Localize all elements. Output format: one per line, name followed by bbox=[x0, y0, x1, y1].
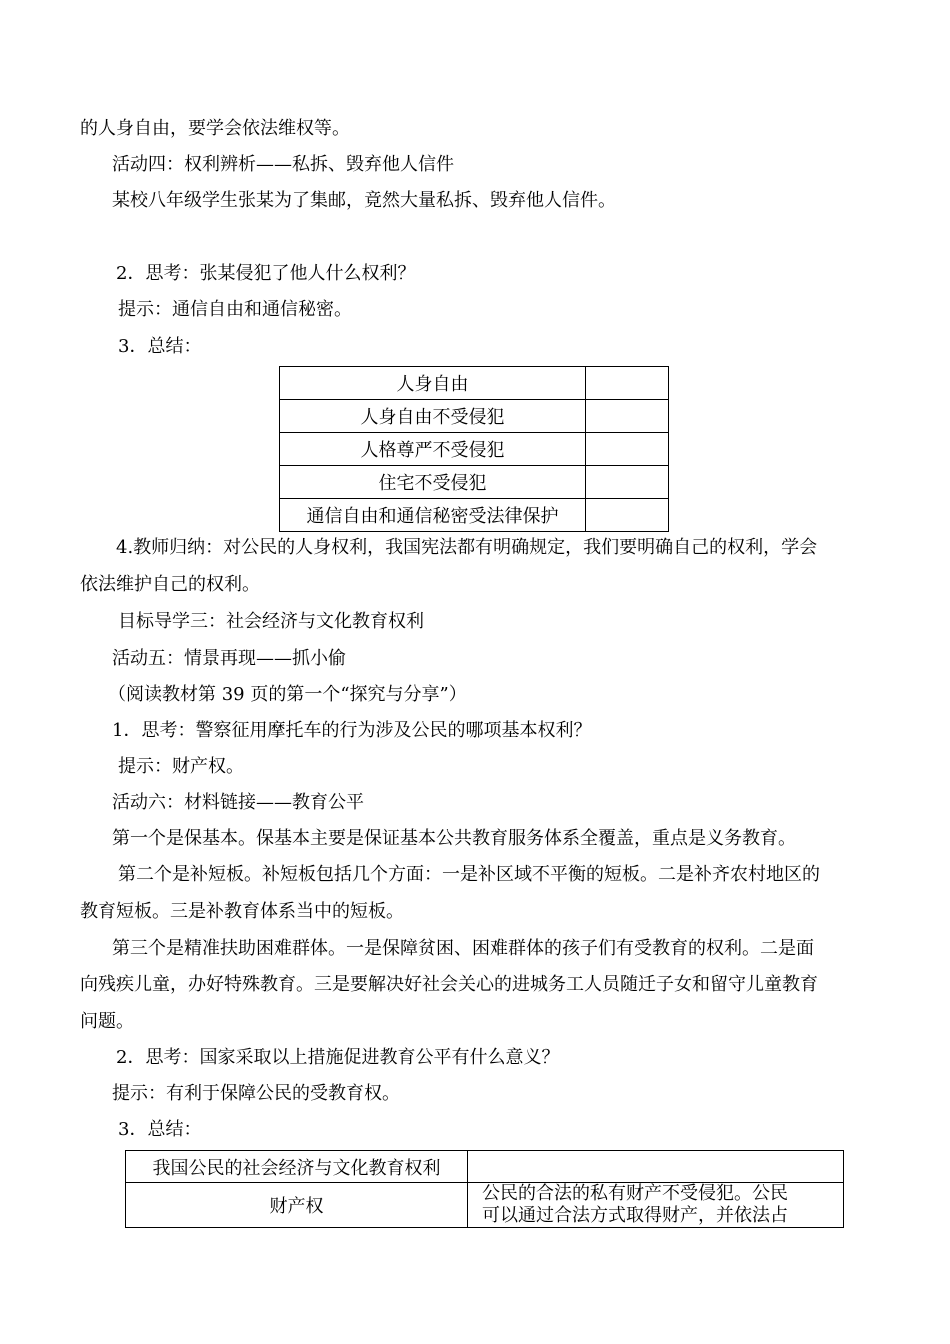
activity-five-heading: 活动五：情景再现——抓小偷 bbox=[112, 648, 346, 669]
question-line: 2．思考：国家采取以上措施促进教育公平有什么意义？ bbox=[116, 1047, 560, 1068]
paragraph-line: 教育短板。三是补教育体系当中的短板。 bbox=[80, 901, 404, 922]
table-cell: 住宅不受侵犯 bbox=[280, 466, 586, 499]
paragraph-line: 第三个是精准扶助困难群体。一是保障贫困、困难群体的孩子们有受教育的权利。二是面 bbox=[112, 938, 814, 959]
activity-four-heading: 活动四：权利辨析——私拆、毁弃他人信件 bbox=[112, 154, 454, 175]
table-row bbox=[280, 466, 669, 499]
paragraph-line: （阅读教材第 39 页的第一个“探究与分享”） bbox=[108, 684, 467, 705]
table-cell-description bbox=[468, 1183, 844, 1228]
table-row bbox=[280, 499, 669, 532]
question-line: 2．思考：张某侵犯了他人什么权利？ bbox=[116, 263, 416, 284]
table-header-cell: 我国公民的社会经济与文化教育权利 bbox=[126, 1151, 468, 1183]
empty-cell bbox=[586, 499, 669, 532]
activity-six-heading: 活动六：材料链接——教育公平 bbox=[112, 792, 364, 813]
empty-cell bbox=[586, 433, 669, 466]
paragraph-line: 第二个是补短板。补短板包括几个方面：一是补区域不平衡的短板。二是补齐农村地区的 bbox=[118, 864, 820, 885]
table-row bbox=[280, 433, 669, 466]
table-cell: 人身自由不受侵犯 bbox=[280, 400, 586, 433]
paragraph-line: 依法维护自己的权利。 bbox=[80, 574, 260, 595]
empty-cell bbox=[586, 400, 669, 433]
paragraph-line: 向残疾儿童，办好特殊教育。三是要解决好社会关心的进城务工人员随迁子女和留守儿童教育 bbox=[80, 974, 818, 995]
summary-label: 3．总结： bbox=[118, 1119, 202, 1140]
table-row bbox=[280, 400, 669, 433]
empty-cell bbox=[586, 367, 669, 400]
table-row bbox=[280, 367, 669, 400]
description-line: 可以通过合法方式取得财产，并依法占 bbox=[482, 1205, 788, 1226]
hint-line: 提示：有利于保障公民的受教育权。 bbox=[112, 1083, 400, 1104]
empty-cell bbox=[468, 1151, 844, 1183]
paragraph-line: 第一个是保基本。保基本主要是保证基本公共教育服务体系全覆盖，重点是义务教育。 bbox=[112, 828, 796, 849]
description-line: 公民的合法的私有财产不受侵犯。公民 bbox=[482, 1183, 788, 1204]
table-cell: 人身自由 bbox=[280, 367, 586, 400]
question-line: 1．思考：警察征用摩托车的行为涉及公民的哪项基本权利？ bbox=[112, 720, 592, 741]
table-row bbox=[126, 1151, 844, 1183]
hint-line: 提示：通信自由和通信秘密。 bbox=[118, 299, 352, 320]
table-cell: 通信自由和通信秘密受法律保护 bbox=[280, 499, 586, 532]
personal-rights-table bbox=[279, 366, 669, 532]
table-row bbox=[126, 1183, 844, 1228]
empty-cell bbox=[586, 466, 669, 499]
teacher-summary-line: 4.教师归纳：对公民的人身权利，我国宪法都有明确规定，我们要明确自己的权利，学会 bbox=[116, 537, 818, 558]
table-cell: 财产权 bbox=[126, 1183, 468, 1228]
table-cell: 人格尊严不受侵犯 bbox=[280, 433, 586, 466]
paragraph-line: 问题。 bbox=[80, 1011, 134, 1032]
hint-line: 提示：财产权。 bbox=[118, 756, 244, 777]
goal-three-heading: 目标导学三：社会经济与文化教育权利 bbox=[118, 611, 424, 632]
summary-label: 3．总结： bbox=[118, 336, 202, 357]
paragraph-line: 的人身自由，要学会依法维权等。 bbox=[80, 118, 350, 139]
economic-cultural-rights-table bbox=[125, 1150, 844, 1228]
paragraph-line: 某校八年级学生张某为了集邮，竟然大量私拆、毁弃他人信件。 bbox=[112, 190, 616, 211]
